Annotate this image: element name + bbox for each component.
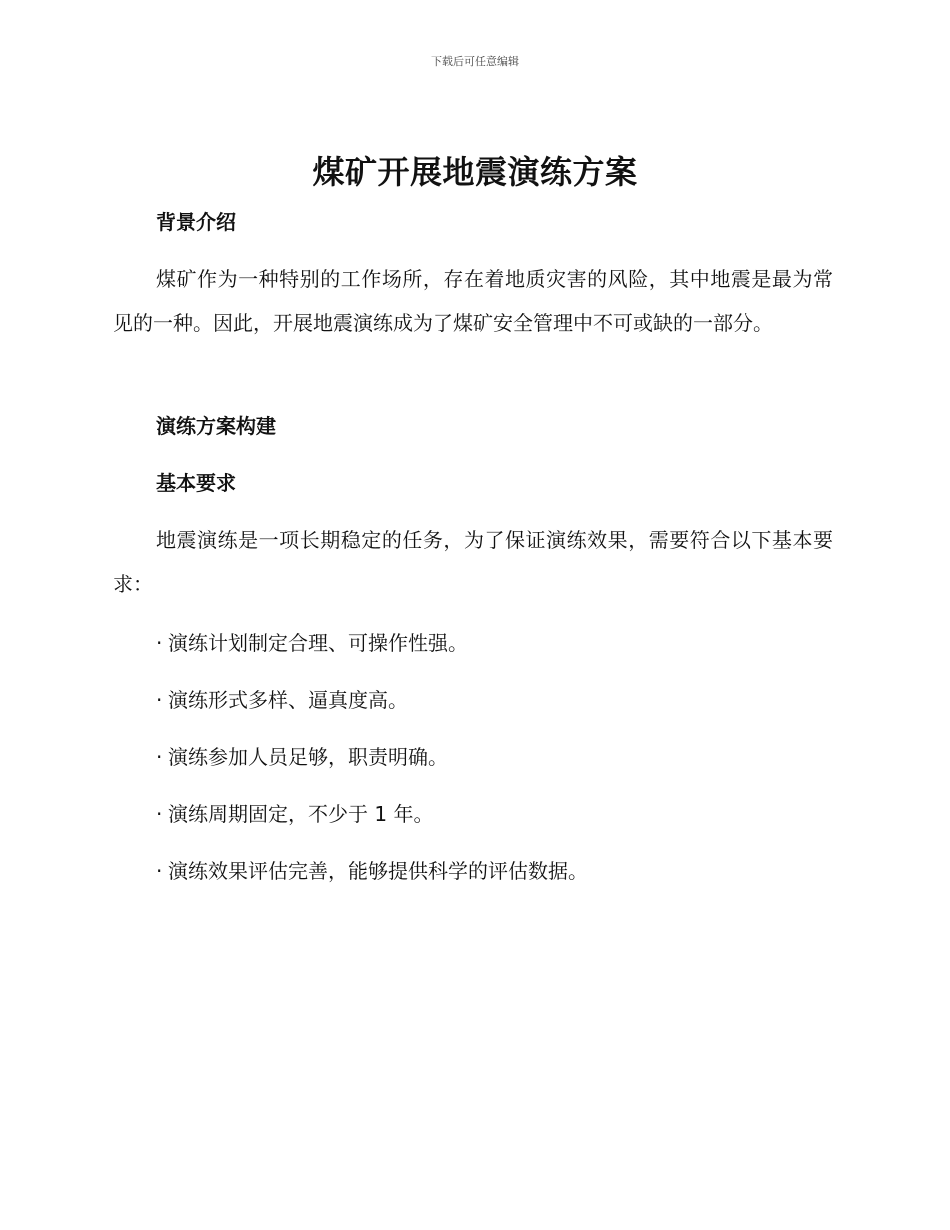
list-item [156,743,448,771]
bullet-symbol: · [156,688,163,712]
list-item-text: 演练参加人员足够，职责明确。 [168,745,448,769]
list-item-text: 演练效果评估完善，能够提供科学的评估数据。 [168,859,588,883]
list-item-text: 演练形式多样、逼真度高。 [168,688,408,712]
heading-plan-construction: 演练方案构建 [156,414,276,438]
heading-basic-requirements: 基本要求 [156,471,236,495]
paragraph-requirements: 地震演练是一项长期稳定的任务，为了保证演练效果，需要符合以下基本要求： [113,528,833,596]
bullet-symbol: · [156,745,163,769]
bullet-symbol: · [156,859,163,883]
document-title: 煤矿开展地震演练方案 [312,153,638,191]
list-item-text: 演练周期固定，不少于 1 年。 [168,802,434,826]
paragraph-background: 煤矿作为一种特别的工作场所，存在着地质灾害的风险，其中地震是最为常见的一种。因此，开展地震演练成为了煤矿安全管理中不可或缺的一部分。 [113,267,833,335]
list-item [156,686,408,714]
list-item [156,629,468,657]
heading-background: 背景介绍 [156,210,236,234]
bullet-symbol: · [156,802,163,826]
list-item [156,800,433,828]
list-item [156,857,588,885]
list-item-text: 演练计划制定合理、可操作性强。 [168,631,468,655]
page-header-note: 下载后可任意编辑 [431,55,519,68]
bullet-symbol: · [156,631,163,655]
